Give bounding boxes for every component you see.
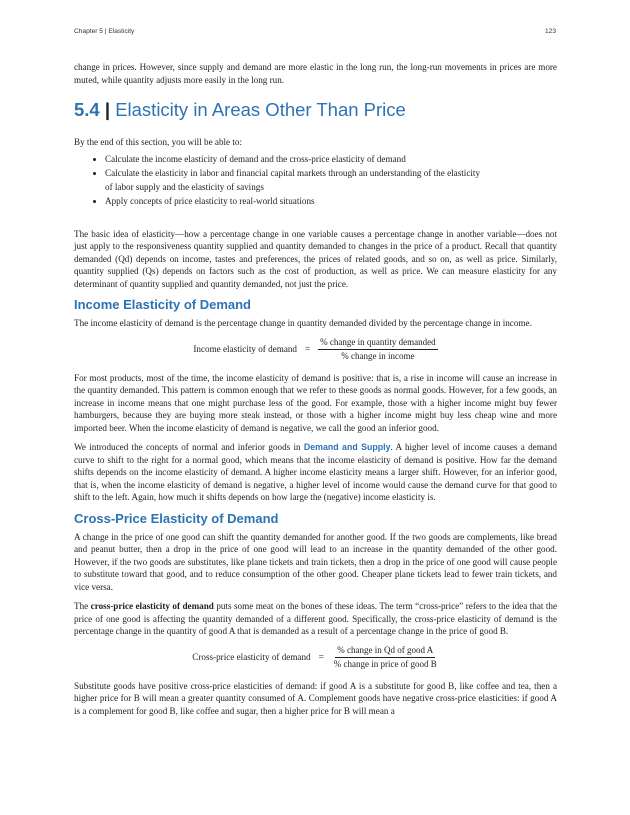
objectives-intro: By the end of this section, you will be able to: [74, 137, 243, 147]
equation-denominator: % change in income [341, 350, 415, 361]
income-elasticity-paragraph: For most products, most of the time, the income elasticity of demand is positive: that is, a rise in income will cause an increase in the quantity demanded. This pattern is common enough that we refer to these goods as normal goods. However, for a few goods, an increase in income means that one might purchase less of the good. For example, those with a higher income might buy fewer hamburgers, because they are buying more steak instead, or those with a higher income might buy less cheap wine and more imported beer. When the income elasticity of demand is negative, we call the good an inferior good. [74, 372, 557, 433]
cross-price-equation [74, 645, 557, 670]
equation-numerator: % change in Qd of good A [335, 645, 435, 658]
objective-item: • Apply concepts of price elasticity to real-world situations [105, 194, 557, 208]
equation-lhs: Income elasticity of demand [193, 343, 297, 354]
paragraph-text: puts some meat on the bones of these ideas. The term “cross-price” refers to the idea that the price of one good is affecting the quantity demanded of a different good. Specifically, the cross-price elasticity of demand is the percentage change in the quantity of good A that is demanded as a result of a percentage change in the price of good B. [74, 601, 558, 637]
income-elasticity-definition: The income elasticity of demand is the percentage change in quantity demanded divided by the percentage change in income. [74, 318, 532, 329]
equation-lhs: Cross-price elasticity of demand [192, 651, 311, 662]
cross-price-paragraph: A change in the price of one good can shift the quantity demanded for another good. If the two goods are complements, like bread and peanut butter, then a drop in the price of one good will lead to an increase in the quantity demanded of the other good. However, if the two goods are substitutes, like plane tickets and train tickets, then a drop in the price of one good will cause people to substitute toward that good, and to reduce consumption of the other good. Cheaper plane tickets lead to fewer train tickets, and vice versa. [74, 531, 557, 592]
section-number: 5.4 [74, 99, 100, 120]
cross-price-definition-paragraph [74, 600, 557, 638]
basic-idea-paragraph: The basic idea of elasticity—how a percentage change in one variable causes a percentage change in another variable—does not just apply to the responsiveness quantity supplied and quantity demanded to changes in the price of a product. Recall that quantity demanded (Qd) depends on income, tastes and preferences, the prices of related goods, and so on, as well as price. Similarly, quantity supplied (Qs) depends on factors such as the cost of production, as well as price. We can measure elasticity for any determinant of quantity supplied and quantity demanded, not just the price. [74, 228, 557, 289]
equation-denominator: % change in price of good B [333, 658, 437, 669]
income-elasticity-heading: Income Elasticity of Demand [74, 297, 251, 313]
section-title [74, 99, 557, 121]
section-separator: | [104, 99, 111, 120]
equals-sign: = [318, 651, 324, 662]
equation-fraction [332, 645, 439, 670]
page-body [74, 61, 557, 724]
equals-sign: = [305, 343, 311, 354]
paragraph-text: . A higher level of income causes a demand curve to shift to the right for a normal good, which means that the income elasticity of demand is positive. How far the demand shifts depends on the income elasticity of demand. A higher income elasticity means a larger shift. However, for an inferior good, that is, when the income elasticity of demand is negative, a higher level of income would cause the demand curve for that good to shift to the left. Again, how much it shifts depends on how large the (negative) income elasticity is. [74, 442, 557, 503]
chapter-label: Chapter 5 | Elasticity [74, 28, 135, 35]
cross-price-heading: Cross-Price Elasticity of Demand [74, 510, 279, 526]
page-number: 123 [544, 28, 556, 35]
objectives-list [74, 152, 557, 209]
substitute-complement-paragraph: Substitute goods have positive cross-price elasticities of demand: if good A is a substitute for good B, like coffee and tea, then a higher price for B will mean a greater quantity consumed of A. Complement goods have negative cross-price elasticities: if good A is a complement for good B, like coffee and sugar, then a higher price for B will mean a [74, 680, 557, 716]
equation-fraction [318, 337, 437, 362]
intro-continuation: change in prices. However, since supply and demand are more elastic in the long run, the long-run movements in prices are more muted, while quantity adjusts more easily in the long run. [74, 62, 557, 85]
equation-numerator: % change in quantity demanded [318, 337, 437, 350]
paragraph-text: The [74, 601, 91, 612]
objective-item: • Calculate the income elasticity of demand and the cross-price elasticity of demand [105, 152, 557, 166]
section-title-text: Elasticity in Areas Other Than Price [115, 99, 406, 120]
paragraph-text: We introduced the concepts of normal and inferior goods in [74, 442, 304, 453]
income-elasticity-equation [74, 337, 557, 362]
demand-and-supply-link[interactable]: Demand and Supply [303, 442, 391, 453]
objective-item: • Calculate the elasticity in labor and financial capital markets through an understanding of the elasticity of labor supply and the elasticity of savings [105, 166, 557, 195]
running-header [74, 28, 556, 35]
key-term: cross-price elasticity of demand [90, 601, 214, 612]
normal-inferior-paragraph [74, 441, 557, 504]
